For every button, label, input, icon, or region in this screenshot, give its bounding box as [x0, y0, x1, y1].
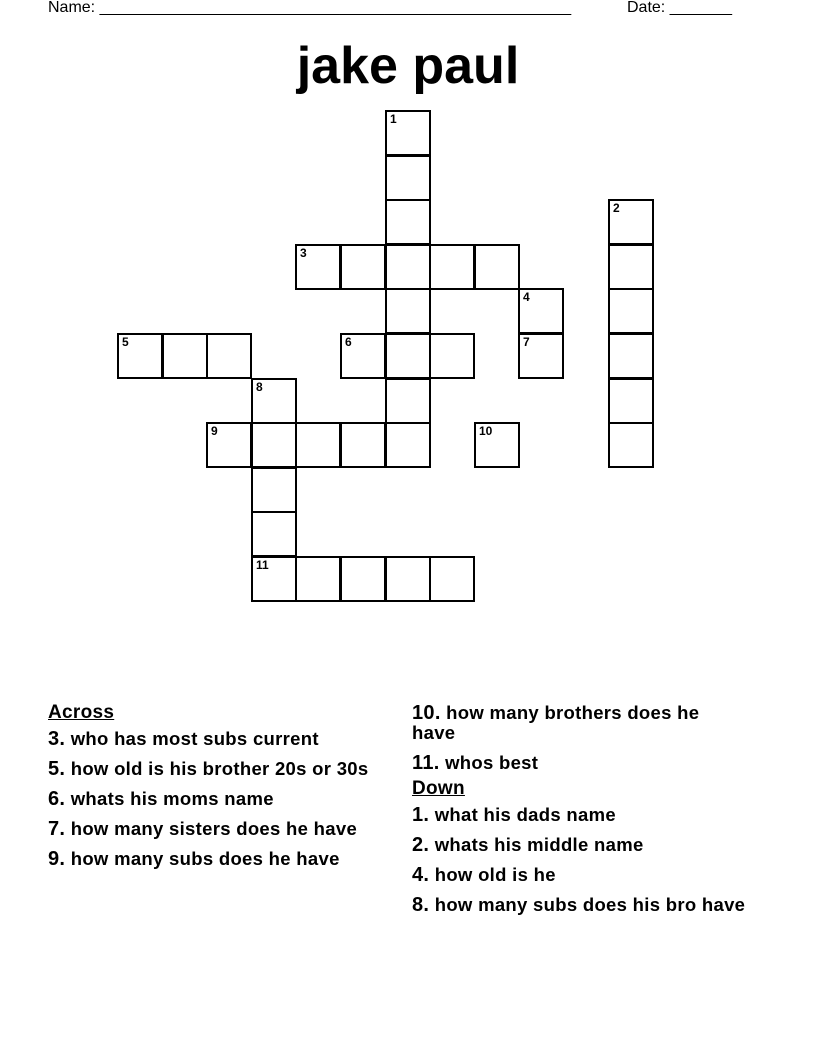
crossword-cell[interactable] [251, 556, 297, 602]
crossword-cell[interactable] [251, 467, 297, 513]
crossword-cell[interactable] [117, 333, 163, 379]
cell-number: 1 [390, 112, 397, 126]
crossword-cell[interactable] [385, 333, 431, 379]
across-heading: Across [48, 702, 115, 723]
clue-text: whats his moms name [70, 788, 274, 809]
crossword-cell[interactable] [295, 422, 341, 468]
clue-number: 6. [48, 788, 66, 810]
clue-across-10 [412, 703, 747, 743]
crossword-cell[interactable] [429, 333, 475, 379]
cell-number: 8 [256, 380, 263, 394]
crossword-cell[interactable] [340, 333, 386, 379]
crossword-cell[interactable] [429, 556, 475, 602]
clue-across-7 [48, 819, 383, 839]
crossword-cell[interactable] [518, 288, 564, 334]
clue-across-9 [48, 849, 383, 869]
clue-text: how many sisters does he have [70, 818, 358, 839]
crossword-cell[interactable] [385, 110, 431, 156]
crossword-cell[interactable] [608, 333, 654, 379]
cell-number: 6 [345, 335, 352, 349]
crossword-cell[interactable] [385, 288, 431, 334]
crossword-cell[interactable] [385, 244, 431, 290]
clue-number: 8. [412, 894, 430, 916]
clue-across-11 [412, 753, 747, 773]
crossword-cell[interactable] [518, 333, 564, 379]
crossword-cell[interactable] [295, 556, 341, 602]
name-field-label: Name: _____________________________________________________ [48, 0, 572, 16]
date-field-label: Date: _______ [627, 0, 732, 16]
cell-number: 10 [479, 424, 493, 438]
clue-number: 11. [412, 752, 440, 774]
clue-text: who has most subs current [70, 728, 319, 749]
crossword-cell[interactable] [295, 244, 341, 290]
crossword-cell[interactable] [340, 556, 386, 602]
crossword-cell[interactable] [251, 511, 297, 557]
clue-across-6 [48, 789, 383, 809]
cell-number: 2 [613, 201, 620, 215]
crossword-cell[interactable] [340, 244, 386, 290]
clue-number: 9. [48, 848, 66, 870]
crossword-cell[interactable] [385, 556, 431, 602]
clue-number: 3. [48, 728, 66, 750]
clue-down-2 [412, 835, 747, 855]
clue-text: how many subs does his bro have [434, 894, 746, 915]
clue-text: how many subs does he have [70, 848, 340, 869]
cell-number: 3 [300, 246, 307, 260]
clue-down-4 [412, 865, 747, 885]
clue-text: how old is he [434, 864, 556, 885]
clue-number: 10. [412, 702, 441, 724]
cell-number: 4 [523, 290, 530, 304]
clue-text: what his dads name [434, 804, 616, 825]
clue-number: 1. [412, 804, 430, 826]
clue-text: how many brothers does he have [412, 702, 700, 743]
page-title: jake paul [296, 37, 520, 95]
crossword-cell[interactable] [608, 244, 654, 290]
clue-text: whats his middle name [434, 834, 644, 855]
crossword-cell[interactable] [340, 422, 386, 468]
clue-across-5 [48, 759, 383, 779]
clue-across-3 [48, 729, 383, 749]
cell-number: 5 [122, 335, 129, 349]
cell-number: 11 [256, 558, 269, 572]
clue-text: how old is his brother 20s or 30s [70, 758, 369, 779]
crossword-cell[interactable] [608, 199, 654, 245]
clue-number: 2. [412, 834, 430, 856]
crossword-cell[interactable] [385, 199, 431, 245]
crossword-cell[interactable] [385, 378, 431, 424]
clue-number: 5. [48, 758, 66, 780]
crossword-cell[interactable] [206, 422, 252, 468]
crossword-cell[interactable] [385, 155, 431, 201]
crossword-cell[interactable] [251, 378, 297, 424]
crossword-cell[interactable] [474, 244, 520, 290]
clue-down-1 [412, 805, 747, 825]
crossword-cell[interactable] [385, 422, 431, 468]
clue-down-8 [412, 895, 747, 915]
crossword-cell[interactable] [608, 288, 654, 334]
crossword-cell[interactable] [162, 333, 208, 379]
crossword-cell[interactable] [608, 378, 654, 424]
crossword-cell[interactable] [474, 422, 520, 468]
crossword-cell[interactable] [206, 333, 252, 379]
down-heading: Down [412, 778, 465, 799]
crossword-cell[interactable] [251, 422, 297, 468]
clue-number: 7. [48, 818, 66, 840]
cell-number: 9 [211, 424, 218, 438]
crossword-cell[interactable] [429, 244, 475, 290]
cell-number: 7 [523, 335, 530, 349]
clue-text: whos best [445, 752, 539, 773]
clue-column-1 [48, 703, 383, 879]
clue-number: 4. [412, 864, 430, 886]
clue-column-2 [412, 703, 747, 925]
crossword-cell[interactable] [608, 422, 654, 468]
